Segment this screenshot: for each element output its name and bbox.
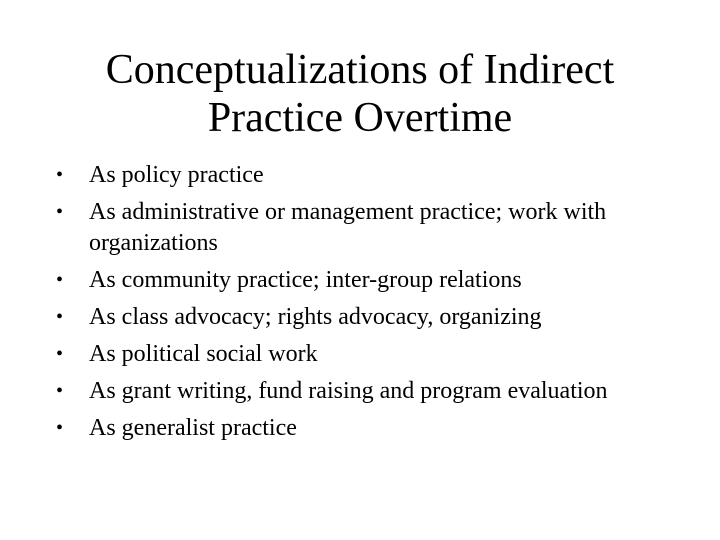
bullet-icon: •: [56, 269, 64, 291]
bullet-text: As administrative or management practice; work with organizations: [89, 199, 607, 256]
bullet-text: As grant writing, fund raising and program evaluation: [89, 378, 608, 404]
bullet-text: As political social work: [89, 341, 318, 367]
bullet-list: [56, 160, 656, 450]
bullet-icon: •: [56, 164, 64, 186]
bullet-text: As class advocacy; rights advocacy, organizing: [89, 304, 542, 330]
slide-title-line-1: Conceptualizations of Indirect: [105, 47, 615, 93]
bullet-item: [56, 413, 656, 444]
bullet-icon: •: [56, 201, 64, 223]
bullet-icon: •: [56, 343, 64, 365]
slide-title: [60, 46, 660, 142]
bullet-text: As policy practice: [89, 162, 264, 188]
bullet-item: [56, 339, 656, 370]
bullet-text: As generalist practice: [89, 415, 297, 441]
bullet-item: [56, 265, 656, 296]
bullet-item: [56, 197, 656, 259]
bullet-item: [56, 302, 656, 333]
bullet-item: [56, 376, 656, 407]
bullet-text: As community practice; inter-group relations: [89, 267, 522, 293]
slide-title-line-2: Practice Overtime: [207, 95, 513, 141]
bullet-icon: •: [56, 306, 64, 328]
bullet-icon: •: [56, 417, 64, 439]
bullet-item: [56, 160, 656, 191]
bullet-icon: •: [56, 380, 64, 402]
